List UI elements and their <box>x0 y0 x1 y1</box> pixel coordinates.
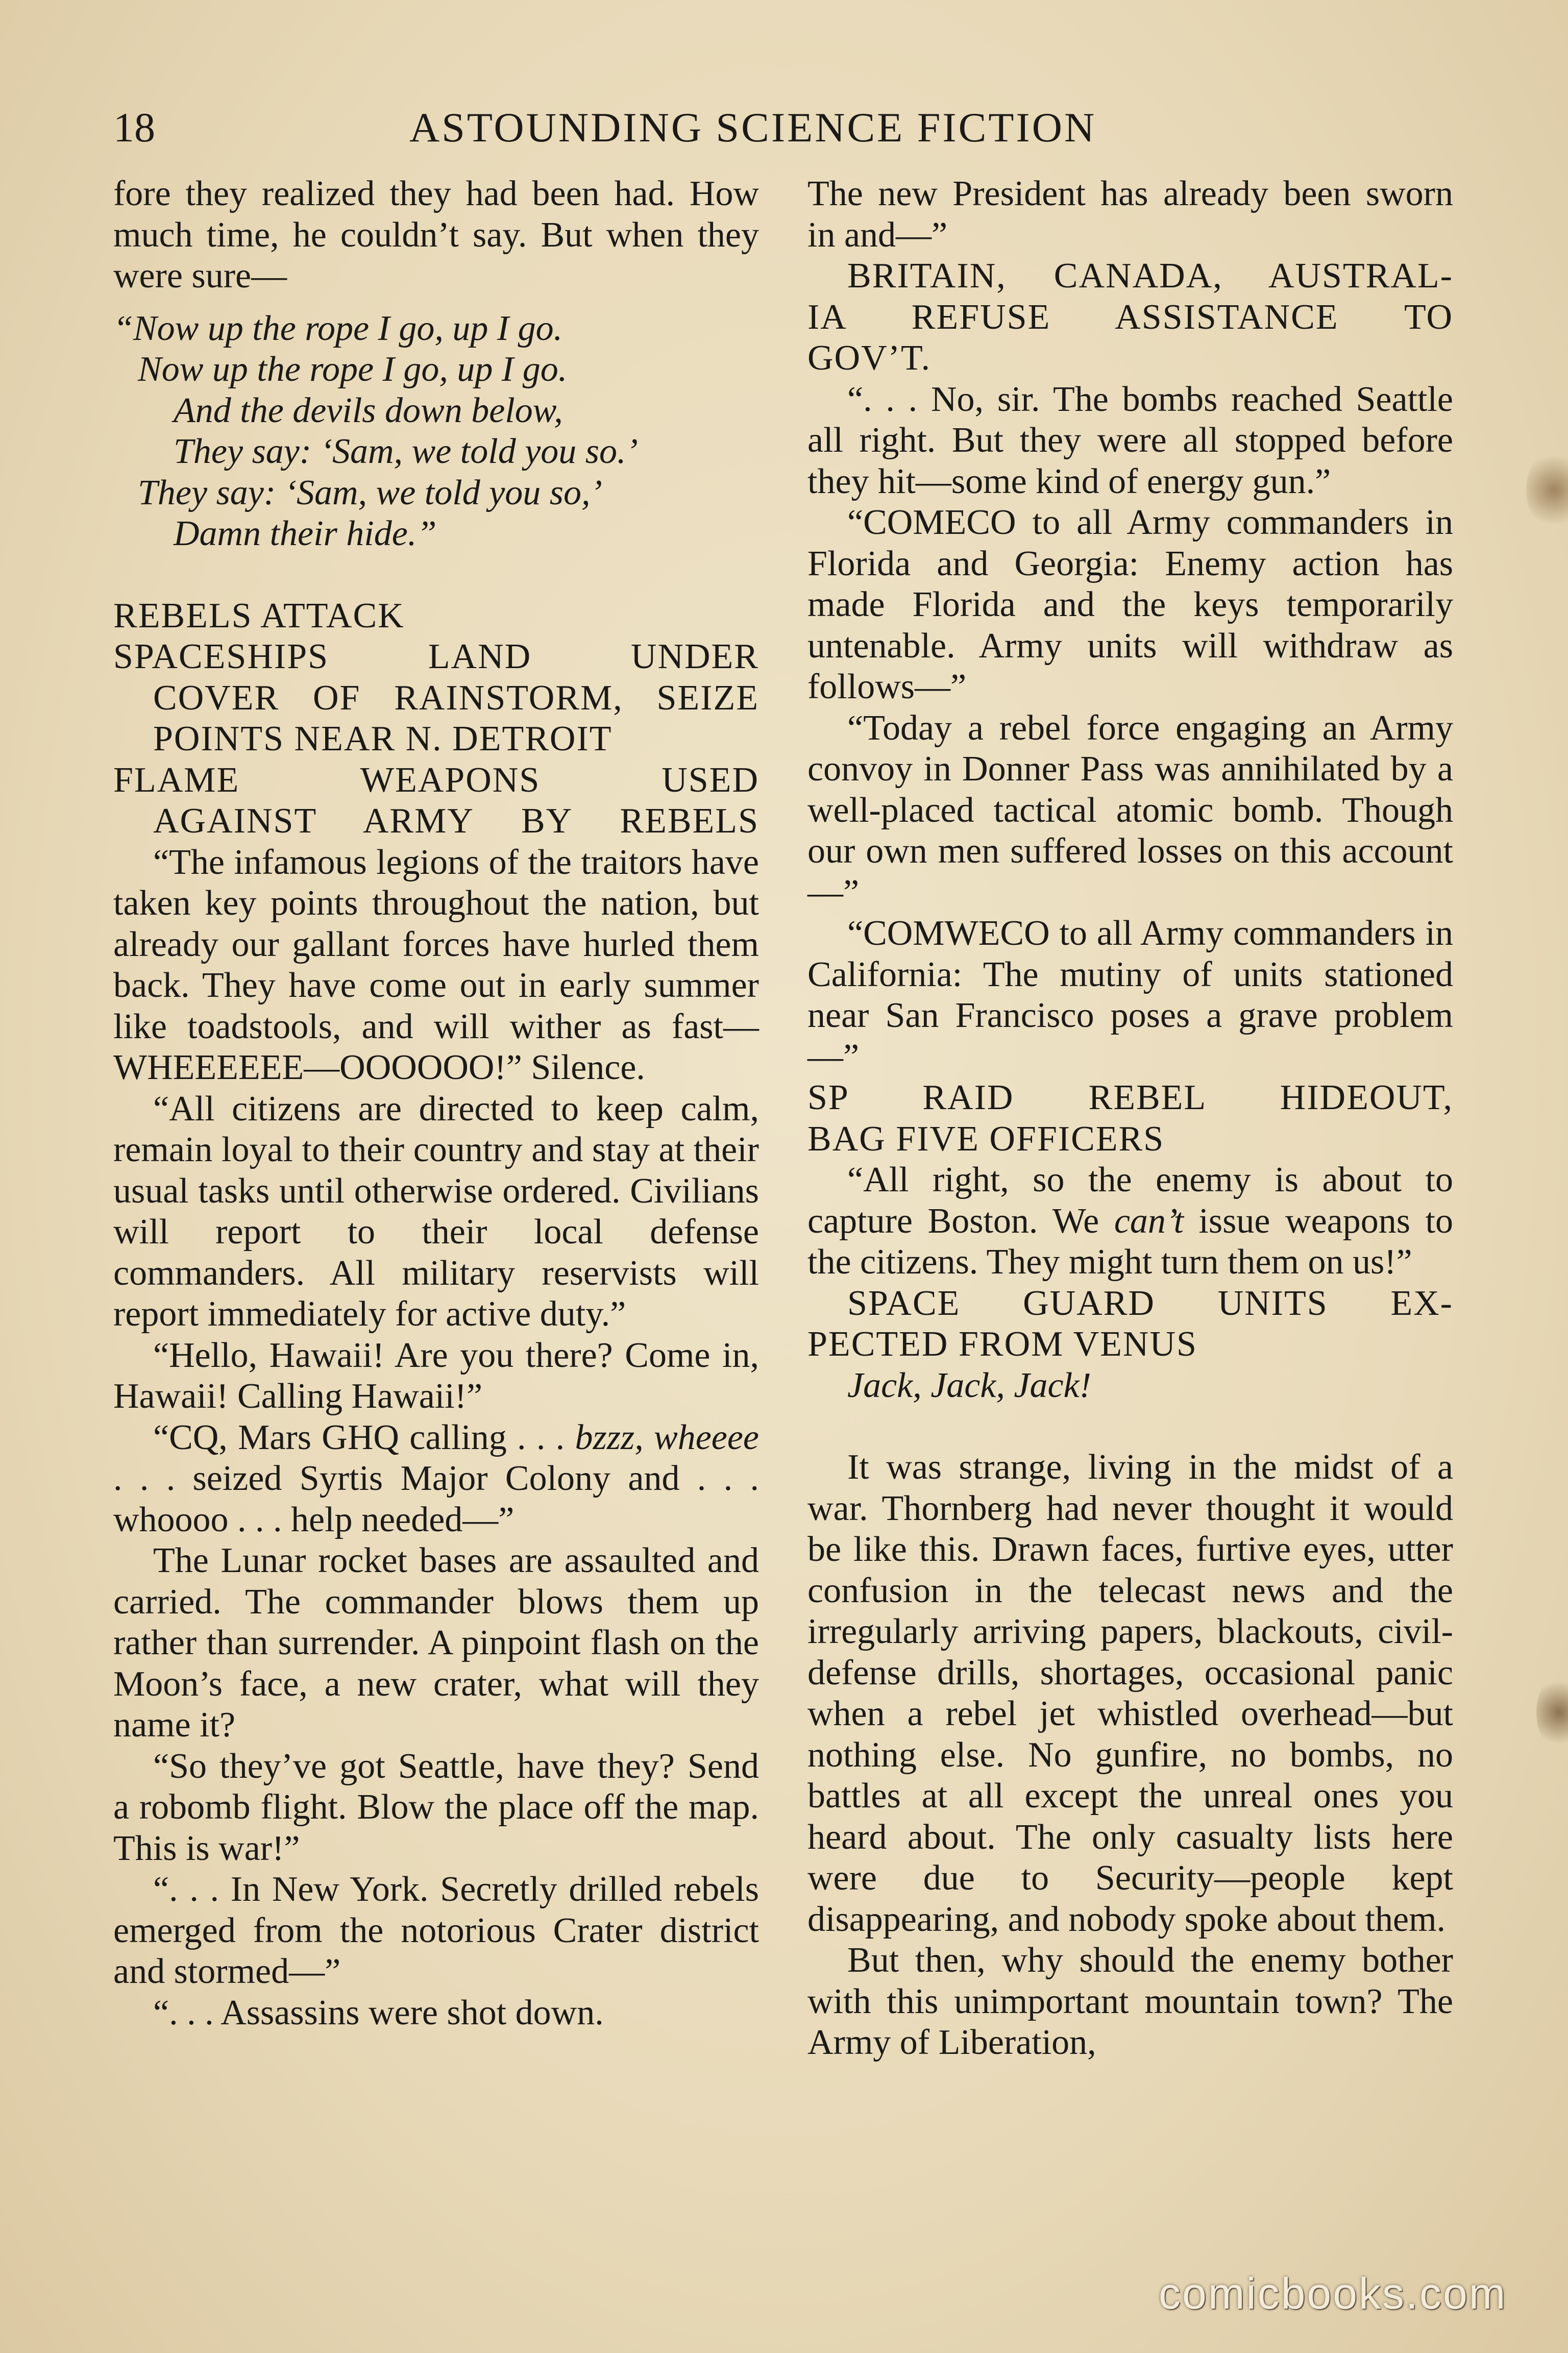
verse-line: They say: ‘Sam, we told you so.’ <box>174 432 638 471</box>
paper-stain <box>1536 1674 1568 1751</box>
headline-line: GOV’T. <box>807 338 932 378</box>
text-run-italic: can’t <box>1114 1201 1184 1241</box>
verse-line: They say: ‘Sam, we told you so,’ <box>138 473 602 512</box>
magazine-title: ASTOUNDING SCIENCE FICTION <box>409 104 1097 151</box>
headline-line: SP RAID REBEL HIDEOUT, <box>807 1078 1453 1117</box>
site-watermark: comicbooks.com <box>1159 2269 1507 2318</box>
song-verse <box>113 308 759 555</box>
paragraph: It was strange, living in the midst of a war. Thornberg had never thought it would be like this. Drawn faces, furtive eyes, utter confusion in the telecast news and the irregularly arriving papers, blackouts, civil-defense drills, shortages, occasional panic when a rebel jet whistled overhead—but nothing else. No gunfire, no bombs, no battles at all except the unreal ones you heard about. The only casualty lists here were due to Security—people kept disappearing, and nobody spoke about them. <box>807 1448 1453 1939</box>
headline-block <box>113 596 759 842</box>
paragraph: “The infamous legions of the traitors have taken key points throughout the nation, but already our gallant forces have hurled them back. They have come out in early summer like toadstools, and will wither as fast—WHEEEEEE—OOOOOO!” Silence. <box>113 842 759 1087</box>
paragraph: “Today a rebel force engaging an Army convoy in Donner Pass was annihilated by a well-placed tactical atomic bomb. Though our own men suffered losses on this account—” <box>807 708 1453 912</box>
paper-stain <box>1526 449 1568 531</box>
paragraph: “. . . Assassins were shot down. <box>153 1993 604 2032</box>
headline-block <box>807 1077 1453 1160</box>
verse-line: Now up the rope I go, up I go. <box>138 350 568 389</box>
headline-line: REBELS ATTACK <box>113 596 405 635</box>
headline-line: SPACE GUARD UNITS EX- <box>847 1283 1453 1323</box>
paragraph: The Lunar rocket bases are assaulted and carried. The commander blows them up rather than surrender. A pinpoint flash on the Moon’s face, a new crater, what will they name it? <box>113 1541 759 1745</box>
headline-line: IA REFUSE ASSISTANCE TO <box>807 297 1453 337</box>
page-number: 18 <box>113 104 155 151</box>
headline-block <box>807 1283 1453 1365</box>
verse-line: And the devils down below, <box>174 390 563 430</box>
paragraph <box>807 1160 1453 1283</box>
right-column <box>807 174 1453 2064</box>
left-column <box>113 174 759 2033</box>
paragraph: “Hello, Hawaii! Are you there? Come in, Hawaii! Calling Hawaii!” <box>113 1335 759 1416</box>
headline-block <box>807 256 1453 379</box>
paragraph: “All citizens are directed to keep calm, remain loyal to their country and stay at their usual tasks until otherwise ordered. Civilians will report to their local defense commanders. All military reservists will report immediately for active duty.” <box>113 1089 759 1334</box>
headline-line: BRITAIN, CANADA, AUSTRAL- <box>847 256 1453 296</box>
headline-line: AGAINST ARMY BY REBELS <box>153 801 759 841</box>
text-run: “CQ, Mars GHQ calling . . . <box>153 1417 575 1457</box>
verse-line: “Now up the rope I go, up I go. <box>113 308 563 348</box>
headline-line: FLAME WEAPONS USED <box>113 760 759 800</box>
paragraph: “So they’ve got Seattle, have they? Send a robomb flight. Blow the place off the map. This is war!” <box>113 1746 759 1868</box>
headline-line: PECTED FROM VENUS <box>807 1325 1197 1364</box>
headline-line: COVER OF RAINSTORM, SEIZE <box>153 678 759 718</box>
paragraph: “COMECO to all Army commanders in Florida and Georgia: Enemy action has made Florida and the keys temporarily untenable. Army units will withdraw as follows—” <box>807 503 1453 706</box>
chant-line: Jack, Jack, Jack! <box>847 1365 1091 1405</box>
paragraph <box>113 1417 759 1541</box>
running-header <box>113 100 1481 156</box>
paragraph: But then, why should the enemy bother with this unimportant mountain town? The Army of Liberation, <box>807 1941 1453 2062</box>
paragraph: “COMWECO to all Army commanders in California: The mutiny of units stationed near San Francisco poses a grave problem—” <box>807 914 1453 1076</box>
headline-line: BAG FIVE OFFICERS <box>807 1119 1165 1159</box>
paragraph: The new President has already been sworn in and—” <box>807 174 1453 255</box>
headline-line: POINTS NEAR N. DETROIT <box>153 719 612 758</box>
text-run: issue weapons to the citizens. They might turn them on us!” <box>807 1201 1453 1282</box>
text-run: “All right, so the enemy is about to capture Boston. We <box>807 1160 1453 1241</box>
text-run: . . . seized Syrtis Major Colony and . . . whoooo . . . help needed—” <box>113 1459 759 1539</box>
paragraph: “. . . No, sir. The bombs reached Seattle all right. But they were all stopped before they hit—some kind of energy gun.” <box>807 379 1453 501</box>
headline-line: SPACESHIPS LAND UNDER <box>113 637 759 676</box>
paragraph: fore they realized they had been had. How much time, he couldn’t say. But when they were sure— <box>113 174 759 296</box>
paragraph: “. . . In New York. Secretly drilled rebels emerged from the notorious Crater district and stormed—” <box>113 1870 759 1991</box>
verse-line: Damn their hide.” <box>174 514 437 553</box>
text-run-italic: bzzz, wheeee <box>575 1417 760 1457</box>
